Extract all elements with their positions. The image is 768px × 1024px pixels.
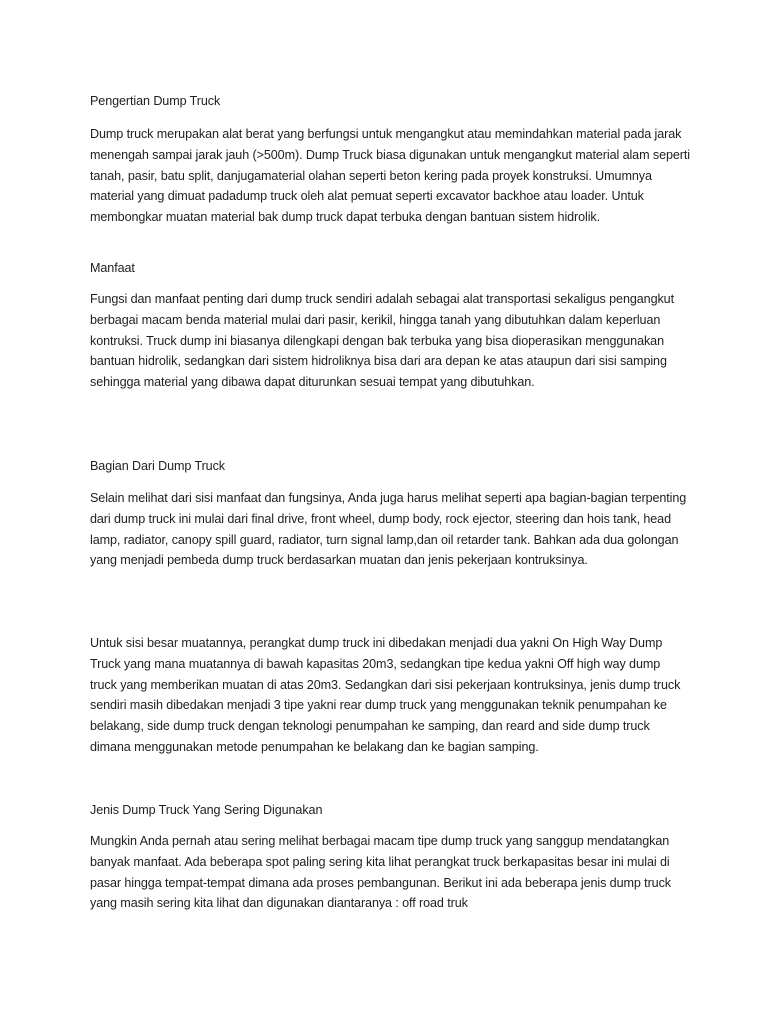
intro-paragraph: Dump truck merupakan alat berat yang berfungsi untuk mengangkut atau memindahkan material pada jarak menengah sampai jarak jauh (>500m). Dump Truck biasa digunakan untuk mengangkut material alam seperti tanah, pasir, batu split, danjugamaterial olahan seperti beton kering pada proyek konstruksi. Umumnya material yang dimuat padadump truck oleh alat pemuat seperti excavator backhoe atau loader. Untuk membongkar muatan material bak dump truck dapat terbuka dengan bantuan sistem hidrolik.: [90, 127, 690, 225]
bagian-paragraph: Selain melihat dari sisi manfaat dan fungsinya, Anda juga harus melihat seperti apa bagian-bagian terpenting dari dump truck ini mulai dari final drive, front wheel, dump body, rock ejector, steering dan hois tank, head lamp, radiator, canopy spill guard, radiator, turn signal lamp,dan oil retarder tank. Bahkan ada dua golongan yang menjadi pembeda dump truck berdasarkan muatan dan jenis pekerjaan kontruksinya.: [90, 491, 687, 568]
tipe-paragraph: Untuk sisi besar muatannya, perangkat dump truck ini dibedakan menjadi dua yakni On High Way Dump Truck yang mana muatannya di bawah kapasitas 20m3, sedangkan tipe kedua yakni Off high way dump truck yang memberikan muatan di atas 20m3. Sedangkan dari sisi pekerjaan kontruksinya, jenis dump truck sendiri masih dibedakan menjadi 3 tipe yakni rear dump truck yang menggunakan teknik penumpahan ke belakang, side dump truck dengan teknologi penumpahan ke samping, dan reard and side dump truck dimana menggunakan metode penumpahan ke belakang dan ke bagian samping.: [90, 636, 681, 754]
section-heading-bagian: Bagian Dari Dump Truck: [90, 459, 225, 473]
section-heading-manfaat: Manfaat: [90, 261, 135, 275]
page-title: Pengertian Dump Truck: [90, 94, 221, 108]
manfaat-paragraph: Fungsi dan manfaat penting dari dump truck sendiri adalah sebagai alat transportasi sekaligus pengangkut berbagai macam benda material mulai dari pasir, kerikil, hingga tanah yang dibutuhkan dalam keperluan kontruksi. Truck dump ini biasanya dilengkapi dengan bak terbuka yang bisa dioperasikan menggunakan bantuan hidrolik, sedangkan dari sistem hidroliknya bisa dari ara depan ke atas ataupun dari sisi samping sehingga material yang dibawa dapat diturunkan sesuai tempat yang dibutuhkan.: [90, 292, 674, 390]
section-heading-jenis: Jenis Dump Truck Yang Sering Digunakan: [90, 803, 323, 817]
jenis-paragraph: Mungkin Anda pernah atau sering melihat berbagai macam tipe dump truck yang sanggup mendatangkan banyak manfaat. Ada beberapa spot paling sering kita lihat perangkat truck berkapasitas besar ini mulai di pasar hingga tempat-tempat dimana ada proses pembangunan. Berikut ini ada beberapa jenis dump truck yang masih sering kita lihat dan digunakan diantaranya : off road truk: [90, 834, 671, 911]
